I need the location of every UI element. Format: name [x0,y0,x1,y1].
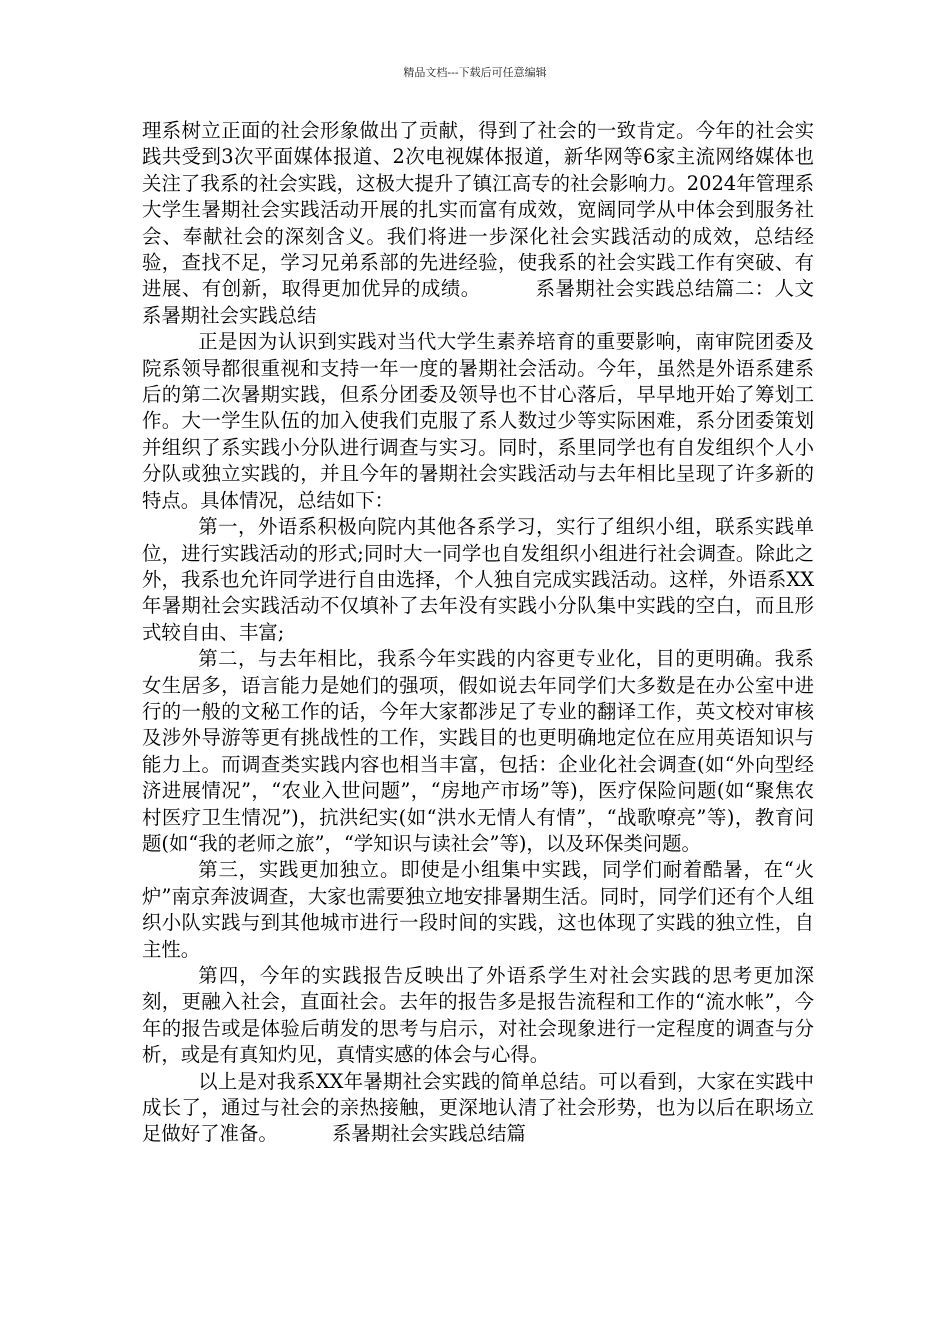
paragraph-4: 第二，与去年相比，我系今年实践的内容更专业化，目的更明确。我系女生居多，语言能力是她们的强项，假如说去年同学们大多数是在办公室中进行的一般的文秘工作的话，今年大家都涉足了专业的翻译工作，英文校对审核及涉外导游等更有挑战性的工作，实践目的也更明确地定位在应用英语知识与能力上。而调查类实践内容也相当丰富，包括：企业化社会调查(如“外向型经济进展情况”，“农业入世问题”，“房地产市场”等)，医疗保险问题(如“聚焦农村医疗卫生情况”)，抗洪纪实(如“洪水无情人有情”，“战歌嘹亮”等)，教育问题(如“我的老师之旅”，“学知识与读社会”等)，以及环保类问题。 [142,647,814,855]
paragraph-3: 第一，外语系积极向院内其他各系学习，实行了组织小组，联系实践单位，进行实践活动的形式;同时大一同学也自发组织小组进行社会调查。除此之外，我系也允许同学进行自由选择，个人独自完成实践活动。这样，外语系XX年暑期社会实践活动不仅填补了去年没有实践小分队集中实践的空白，而且形式较自由、丰富; [142,515,814,644]
paragraph-7-text: 以上是对我系XX年暑期社会实践的简单总结。可以看到，大家在实践中成长了，通过与社会的亲热接触，更深地认清了社会形势，也为以后在职场立足做好了准备。 [142,1069,814,1146]
paragraph-1-text: 理系树立正面的社会形象做出了贡献，得到了社会的一致肯定。今年的社会实践共受到3次平面媒体报道、2次电视媒体报道，新华网等6家主流网络媒体也关注了我系的社会实践，这极大提升了镇江高专的社会影响力。2024年管理系大学生暑期社会实践活动开展的扎实而富有成效，宽阔同学从中体会到服务社会、奉献社会的深刻含义。我们将进一步深化社会实践活动的成效，总结经验，查找不足，学习兄弟系部的先进经验，使我系的社会实践工作有突破、有进展、有创新，取得更加优异的成绩。 [142,119,814,301]
page-header-note: 精品文档---下载后可任意编辑 [403,66,547,79]
paragraph-1 [142,118,814,329]
paragraph-6: 第四，今年的实践报告反映出了外语系学生对社会实践的思考更加深刻，更融入社会，直面社会。去年的报告多是报告流程和工作的“流水帐”，今年的报告或是体验后萌发的思考与启示，对社会现象进行一定程度的调查与分析，或是有真知灼见，真情实感的体会与心得。 [142,964,814,1067]
document-body [142,118,814,1148]
trailing-heading: 系暑期社会实践总结篇 [332,1122,526,1146]
paragraph-5: 第三，实践更加独立。即使是小组集中实践，同学们耐着酷暑，在“火炉”南京奔波调查，大家也需要独立地安排暑期生活。同时，同学们还有个人组织小队实践与到其他城市进行一段时间的实践，这也体现了实践的独立性，自主性。 [142,858,814,961]
paragraph-7 [142,1069,814,1148]
section-heading: 系暑期社会实践总结篇二：人文系暑期社会实践总结 [142,277,815,327]
paragraph-2: 正是因为认识到实践对当代大学生素养培育的重要影响，南审院团委及院系领导都很重视和支持一年一度的暑期社会活动。今年，虽然是外语系建系后的第二次暑期实践，但系分团委及领导也不甘心落后，早早地开始了筹划工作。大一学生队伍的加入使我们克服了系人数过少等实际困难，系分团委策划并组织了系实践小分队进行调查与实习。同时，系里同学也有自发组织个人小分队或独立实践的，并且今年的暑期社会实践活动与去年相比呈现了许多新的特点。具体情况，总结如下： [142,330,814,512]
